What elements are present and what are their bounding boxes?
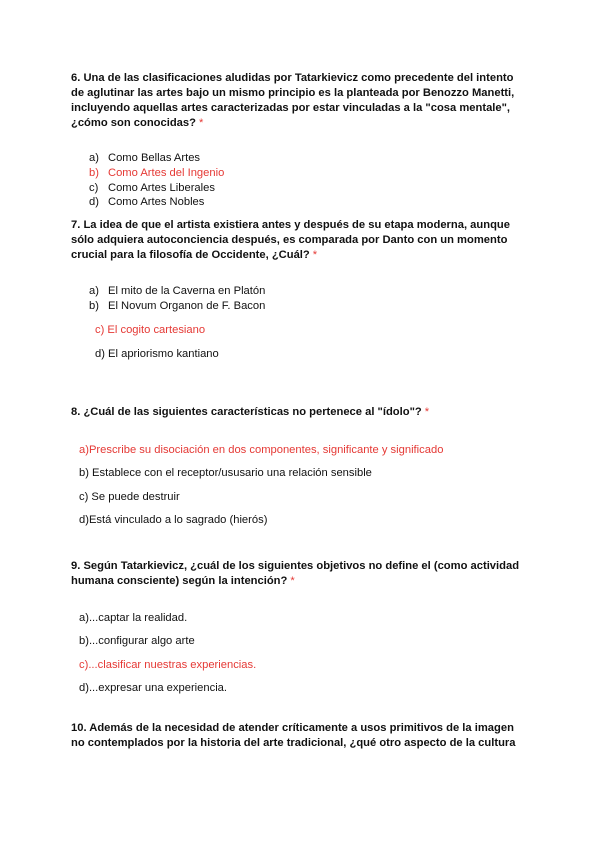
required-mark: * (198, 117, 204, 129)
q8-option-a-answer: a)Prescribe su disociación en dos componentes, significante y significado (79, 444, 444, 456)
q9-option-a: a)...captar la realidad. (79, 612, 188, 624)
q8-option-c: c) Se puede destruir (79, 491, 180, 503)
q9-option-c-answer: c)...clasificar nuestras experiencias. (79, 659, 257, 671)
required-mark: * (290, 575, 295, 587)
q9-option-d: d)...expresar una experiencia. (79, 682, 228, 694)
question-10 (71, 721, 523, 751)
required-mark: * (312, 249, 318, 261)
q7-option-a: a) El mito de la Caverna en Platón (89, 285, 266, 297)
q6-option-d: d) Como Artes Nobles (89, 196, 205, 208)
q6-option-a: a) Como Bellas Artes (89, 152, 201, 164)
question-6-text: 6. Una de las clasificaciones aludidas por Tatarkievicz como precedente del intento de aglutinar las artes bajo un mismo principio es la planteada por Benozzo Manetti, incluyendo aquellas artes caracterizadas por estar vinculadas a la "cosa mentale", ¿cómo son conocidas? (71, 72, 515, 129)
question-8-text: 8. ¿Cuál de las siguientes características no pertenece al "ídolo"? (71, 406, 422, 418)
question-8 (71, 405, 523, 420)
q8-option-d: d)Está vinculado a lo sagrado (hierós) (79, 514, 268, 526)
question-9-text: 9. Según Tatarkievicz, ¿cuál de los siguientes objetivos no define el (como actividad humana consciente) según la intención? (71, 560, 520, 587)
question-7 (71, 218, 523, 263)
question-6 (71, 71, 523, 131)
q7-option-c-answer: c) El cogito cartesiano (95, 324, 206, 336)
q7-option-b: b) El Novum Organon de F. Bacon (89, 300, 266, 312)
question-10-text: 10. Además de la necesidad de atender críticamente a usos primitivos de la imagen no contemplados por la historia del arte tradicional, ¿qué otro aspecto de la cultura (71, 722, 516, 749)
q6-option-b-answer: b) Como Artes del Ingenio (89, 167, 225, 179)
question-7-text: 7. La idea de que el artista existiera antes y después de su etapa moderna, aunque sólo adquiera autoconciencia después, es comparada por Danto con un momento crucial para la filosofía de Occidente, ¿Cuál? (71, 219, 510, 261)
q7-option-d: d) El apriorismo kantiano (95, 348, 219, 360)
q9-option-b: b)...configurar algo arte (79, 635, 195, 647)
q6-option-c: c) Como Artes Liberales (89, 182, 215, 194)
question-9 (71, 559, 523, 589)
required-mark: * (424, 406, 430, 418)
q8-option-b: b) Establece con el receptor/ususario una relación sensible (79, 467, 372, 479)
